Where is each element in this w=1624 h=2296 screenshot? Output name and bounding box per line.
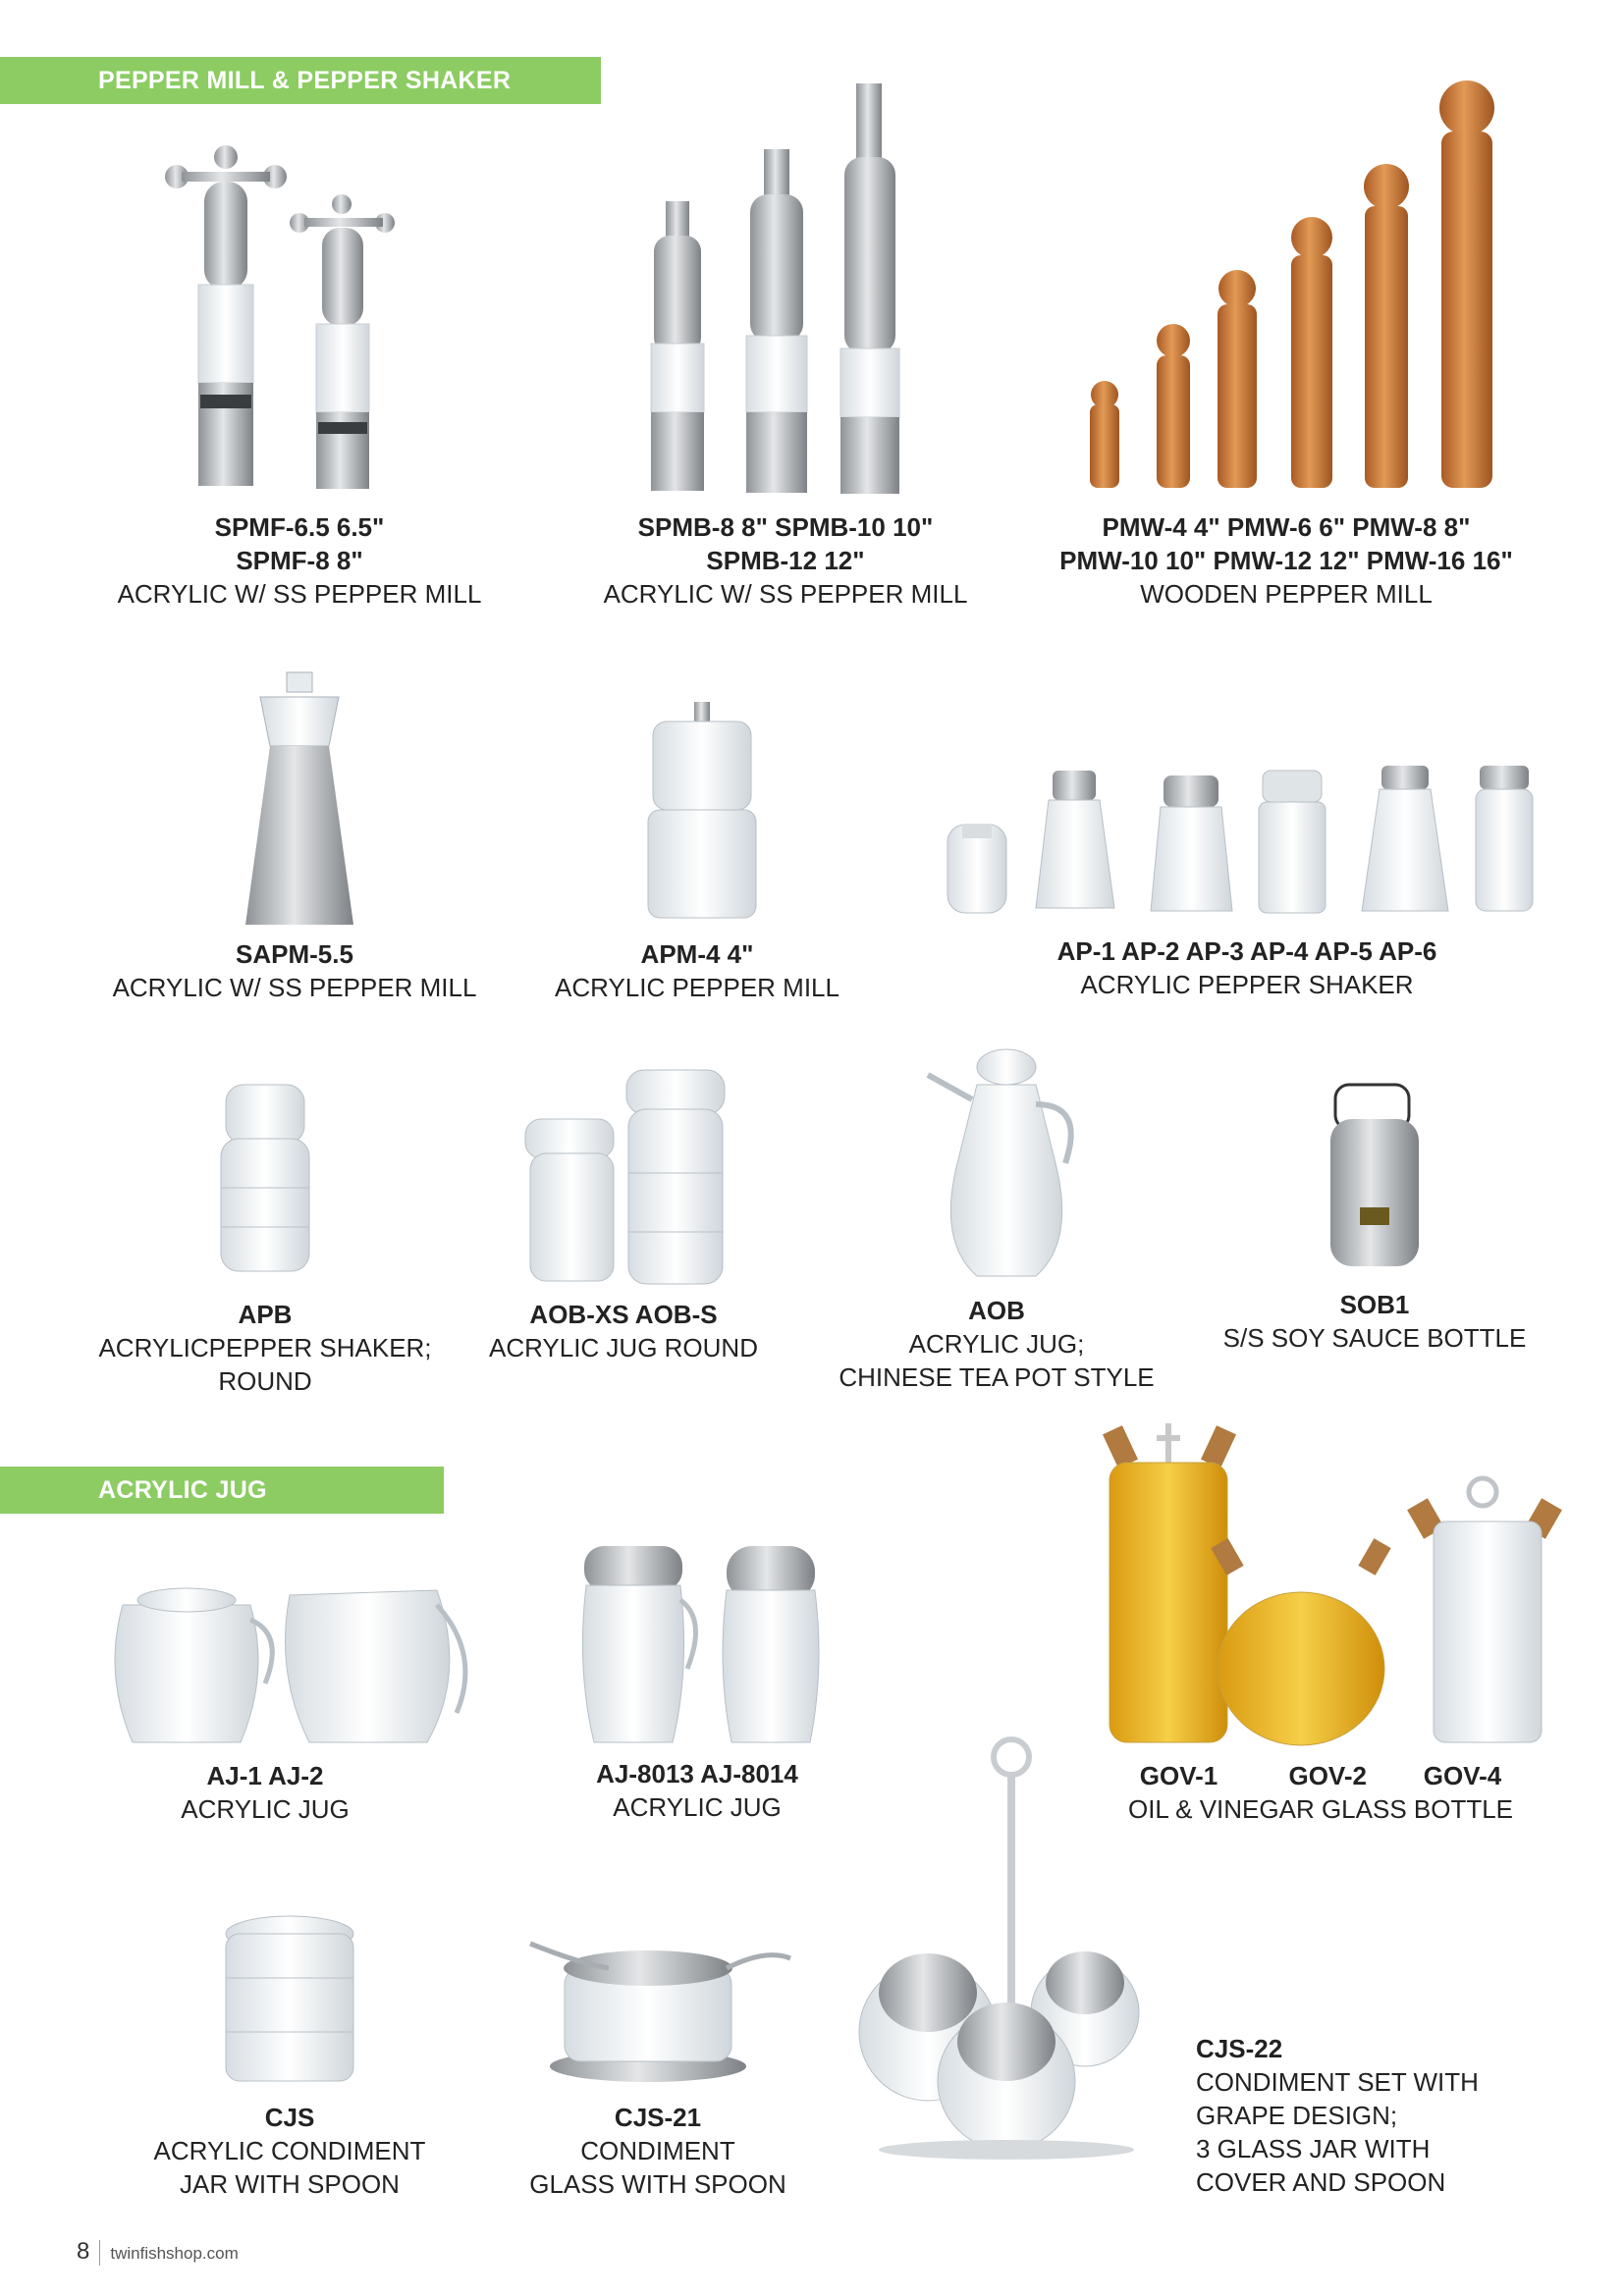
spmb-line1: SPMB-8 8" SPMB-10 10" (637, 512, 934, 542)
aob-line2: ACRYLIC JUG; (908, 1329, 1085, 1359)
aob-round-caption (461, 1298, 785, 1364)
cjs21-line3: GLASS WITH SPOON (529, 2169, 786, 2199)
pmw-line3: WOODEN PEPPER MILL (1140, 579, 1433, 609)
aob-line3: CHINESE TEA POT STYLE (839, 1362, 1155, 1392)
cjs-image (211, 1909, 368, 2086)
aob-round-line2: ACRYLIC JUG ROUND (488, 1333, 758, 1362)
apb-line1: APB (238, 1300, 293, 1329)
aob-round-image (511, 1065, 736, 1291)
apb-image (211, 1080, 319, 1276)
spmb-line2: SPMB-12 12" (706, 546, 865, 575)
aob-image (918, 1045, 1095, 1281)
pmw-caption (1031, 510, 1542, 611)
cjs22-image (830, 1728, 1183, 2160)
spmb-line3: ACRYLIC W/ SS PEPPER MILL (603, 579, 968, 609)
sob-image (1316, 1080, 1434, 1276)
cjs21-image (520, 1939, 795, 2086)
cjs21-line1: CJS-21 (614, 2103, 702, 2132)
section-banner-jug: ACRYLIC JUG (0, 1467, 444, 1514)
spmf-line2: SPMF-8 8" (236, 546, 363, 575)
apb-line2: ACRYLICPEPPER SHAKER; (98, 1333, 432, 1362)
aj80-line1: AJ-8013 AJ-8014 (596, 1759, 798, 1789)
sob-line2: S/S SOY SAUCE BOTTLE (1222, 1323, 1527, 1353)
spmf-caption (93, 510, 506, 611)
aob-caption (805, 1294, 1188, 1394)
pmw-line1: PMW-4 4" PMW-6 6" PMW-8 8" (1102, 512, 1471, 542)
pmw-line2: PMW-10 10" PMW-12 12" PMW-16 16" (1059, 546, 1513, 575)
sapm-image (236, 667, 363, 933)
cjs-line1: CJS (264, 2103, 315, 2132)
aob-line1: AOB (968, 1296, 1025, 1325)
footer-site: twinfishshop.com (110, 2244, 239, 2263)
sob-caption (1198, 1288, 1551, 1355)
cjs22-line2: CONDIMENT SET WITH (1196, 2067, 1479, 2097)
ap-image (943, 766, 1551, 923)
cjs22-line4: 3 GLASS JAR WITH (1196, 2134, 1431, 2163)
apb-line3: ROUND (218, 1366, 312, 1396)
page-footer (77, 2238, 239, 2266)
footer-divider (99, 2240, 100, 2266)
cjs22-line1: CJS-22 (1196, 2034, 1283, 2063)
sapm-line2: ACRYLIC W/ SS PEPPER MILL (112, 973, 477, 1002)
gov-image (1070, 1423, 1581, 1747)
section-banner-pepper: PEPPER MILL & PEPPER SHAKER (0, 57, 601, 104)
apm-line2: ACRYLIC PEPPER MILL (555, 973, 839, 1002)
spmb-image (638, 79, 913, 501)
ap-line2: ACRYLIC PEPPER SHAKER (1080, 970, 1414, 999)
spmf-image (157, 137, 412, 501)
sob-line1: SOB1 (1339, 1290, 1410, 1319)
page-number: 8 (77, 2238, 90, 2265)
spmb-caption (579, 510, 992, 611)
gov-line1: GOV-1 GOV-2 GOV-4 (1139, 1761, 1502, 1790)
apm-image (638, 697, 766, 923)
cjs-caption (113, 2101, 466, 2201)
aj-line1: AJ-1 AJ-2 (206, 1761, 324, 1790)
pmw-image (1070, 71, 1522, 493)
sapm-caption (88, 937, 501, 1004)
aj-line2: ACRYLIC JUG (181, 1794, 350, 1824)
cjs-line2: ACRYLIC CONDIMENT (153, 2136, 426, 2165)
spmf-line3: ACRYLIC W/ SS PEPPER MILL (117, 579, 482, 609)
aob-round-line1: AOB-XS AOB-S (529, 1300, 718, 1329)
gov-line2: OIL & VINEGAR GLASS BOTTLE (1127, 1794, 1514, 1824)
aj80-image (574, 1541, 830, 1747)
spmf-line1: SPMF-6.5 6.5" (214, 512, 385, 542)
cjs21-line2: CONDIMENT (580, 2136, 735, 2165)
aj80-line2: ACRYLIC JUG (613, 1792, 782, 1822)
cjs22-caption (1196, 2032, 1549, 2199)
aj-image (103, 1566, 486, 1752)
cjs22-line3: GRAPE DESIGN; (1196, 2101, 1398, 2130)
cjs21-caption (496, 2101, 820, 2201)
apb-caption (79, 1298, 452, 1398)
ap-caption (972, 934, 1522, 1001)
aj80-caption (550, 1757, 844, 1824)
aj-caption (118, 1759, 412, 1826)
ap-line1: AP-1 AP-2 AP-3 AP-4 AP-5 AP-6 (1056, 936, 1437, 966)
cjs-line3: JAR WITH SPOON (180, 2169, 400, 2199)
sapm-line1: SAPM-5.5 (236, 939, 353, 969)
cjs22-line5: COVER AND SPOON (1196, 2167, 1446, 2197)
apm-line1: APM-4 4" (640, 939, 754, 969)
apm-caption (530, 937, 864, 1004)
